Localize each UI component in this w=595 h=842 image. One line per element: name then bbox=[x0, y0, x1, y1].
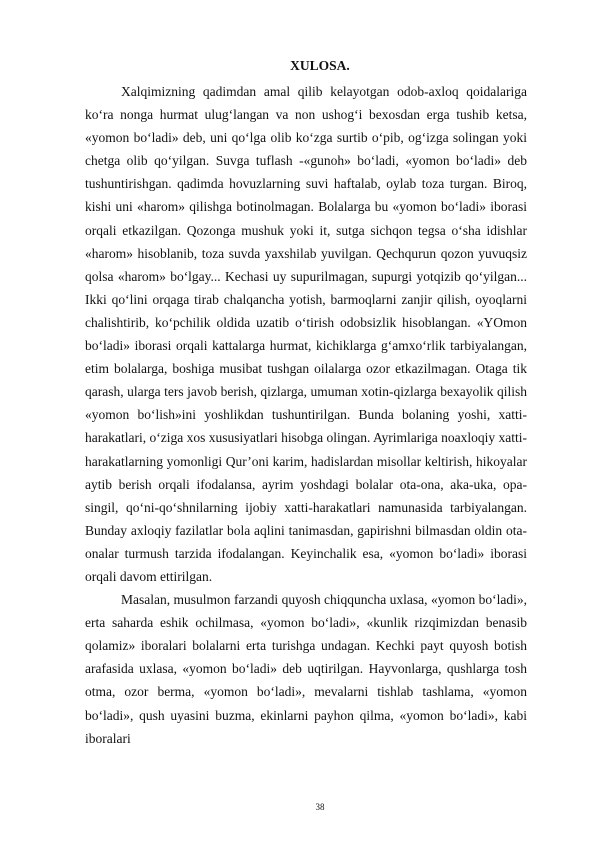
document-body bbox=[85, 80, 527, 750]
document-title: XULOSA. bbox=[290, 58, 350, 73]
paragraph: Xalqimizning qadimdan amal qilib kelayotgan odob-axloq qoidalariga ko‘ra nonga hurmat ulug‘langan va non ushog‘i bexosdan erga tushib ketsa, «yomon bo‘ladi» deb, uni qo‘lga olib ko‘zga surtib o‘pib, og‘izga solingan yoki chetga olib qo‘yilgan. Suvga tuflash -«gunoh» bo‘ladi, «yomon bo‘ladi» deb tushuntirishgan. qadimda hovuzlarning suvi haftalab, oylab toza turgan. Biroq, kishi uni «harom» qilishga botinolmagan. Bolalarga bu «yomon bo‘ladi» iborasi orqali etkazilgan. Qozonga mushuk yoki it, sutga sichqon tegsa o‘sha idishlar «harom» hisoblanib, toza suvda yaxshilab yuvilgan. Qechqurun qozon yuvuqsiz qolsa «harom» bo‘lgay... Kechasi uy supurilmagan, supurgi yotqizib qo‘yilgan... Ikki qo‘lini orqaga tirab chalqancha yotish, barmoqlarni zanjir qilish, oyoqlarni chalishtirib, ko‘pchilik oldida uzatib o‘tirish odobsizlik hisoblangan. «YOmon bo‘ladi» iborasi orqali kattalarga hurmat, kichiklarga g‘amxo‘rlik tarbiyalangan, etim bolalarga, boshiga musibat tushgan oilalarga ozor etkazilmagan. Otaga tik qarash, ularga ters javob berish, qizlarga, umuman xotin-qizlarga bexayolik qilish «yomon bo‘lish»ini yoshlikdan tushuntirilgan. Bunda bolaning yoshi, xatti-harakatlari, o‘ziga xos xususiyatlari hisobga olingan. Ayrimlariga noaxloqiy xatti-harakatlarning yomonligi Qur’oni karim, hadislardan misollar keltirish, hikoyalar aytib berish orqali ifodalansa, ayrim yoshdagi bolalar ota-ona, aka-uka, opa-singil, qo‘ni-qo‘shnilarning ijobiy xatti-harakatlari namunasida tarbiyalangan. Bunday axloqiy fazilatlar bola aqlini tanimasdan, gapirishni bilmasdan oldin ota-onalar turmush tarzida ifodalangan. Keyinchalik esa, «yomon bo‘ladi» iborasi orqali davom ettirilgan. bbox=[85, 84, 527, 584]
paragraph: Masalan, musulmon farzandi quyosh chiqquncha uxlasa, «yomon bo‘ladi», erta saharda eshik ochilmasa, «yomon bo‘ladi», «kunlik rizqimizdan benasib qolamiz» iboralari bolalarni erta turishga undagan. Kechki payt quyosh botish arafasida uxlasa, «yomon bo‘ladi» deb uqtirilgan. Hayvonlarga, qushlarga tosh otma, ozor berma, «yomon bo‘ladi», mevalarni tishlab tashlama, «yomon bo‘ladi», qush uyasini buzma, ekinlarni payhon qilma, «yomon bo‘ladi», kabi iboralari bbox=[85, 592, 527, 746]
page-number: 38 bbox=[315, 802, 325, 812]
